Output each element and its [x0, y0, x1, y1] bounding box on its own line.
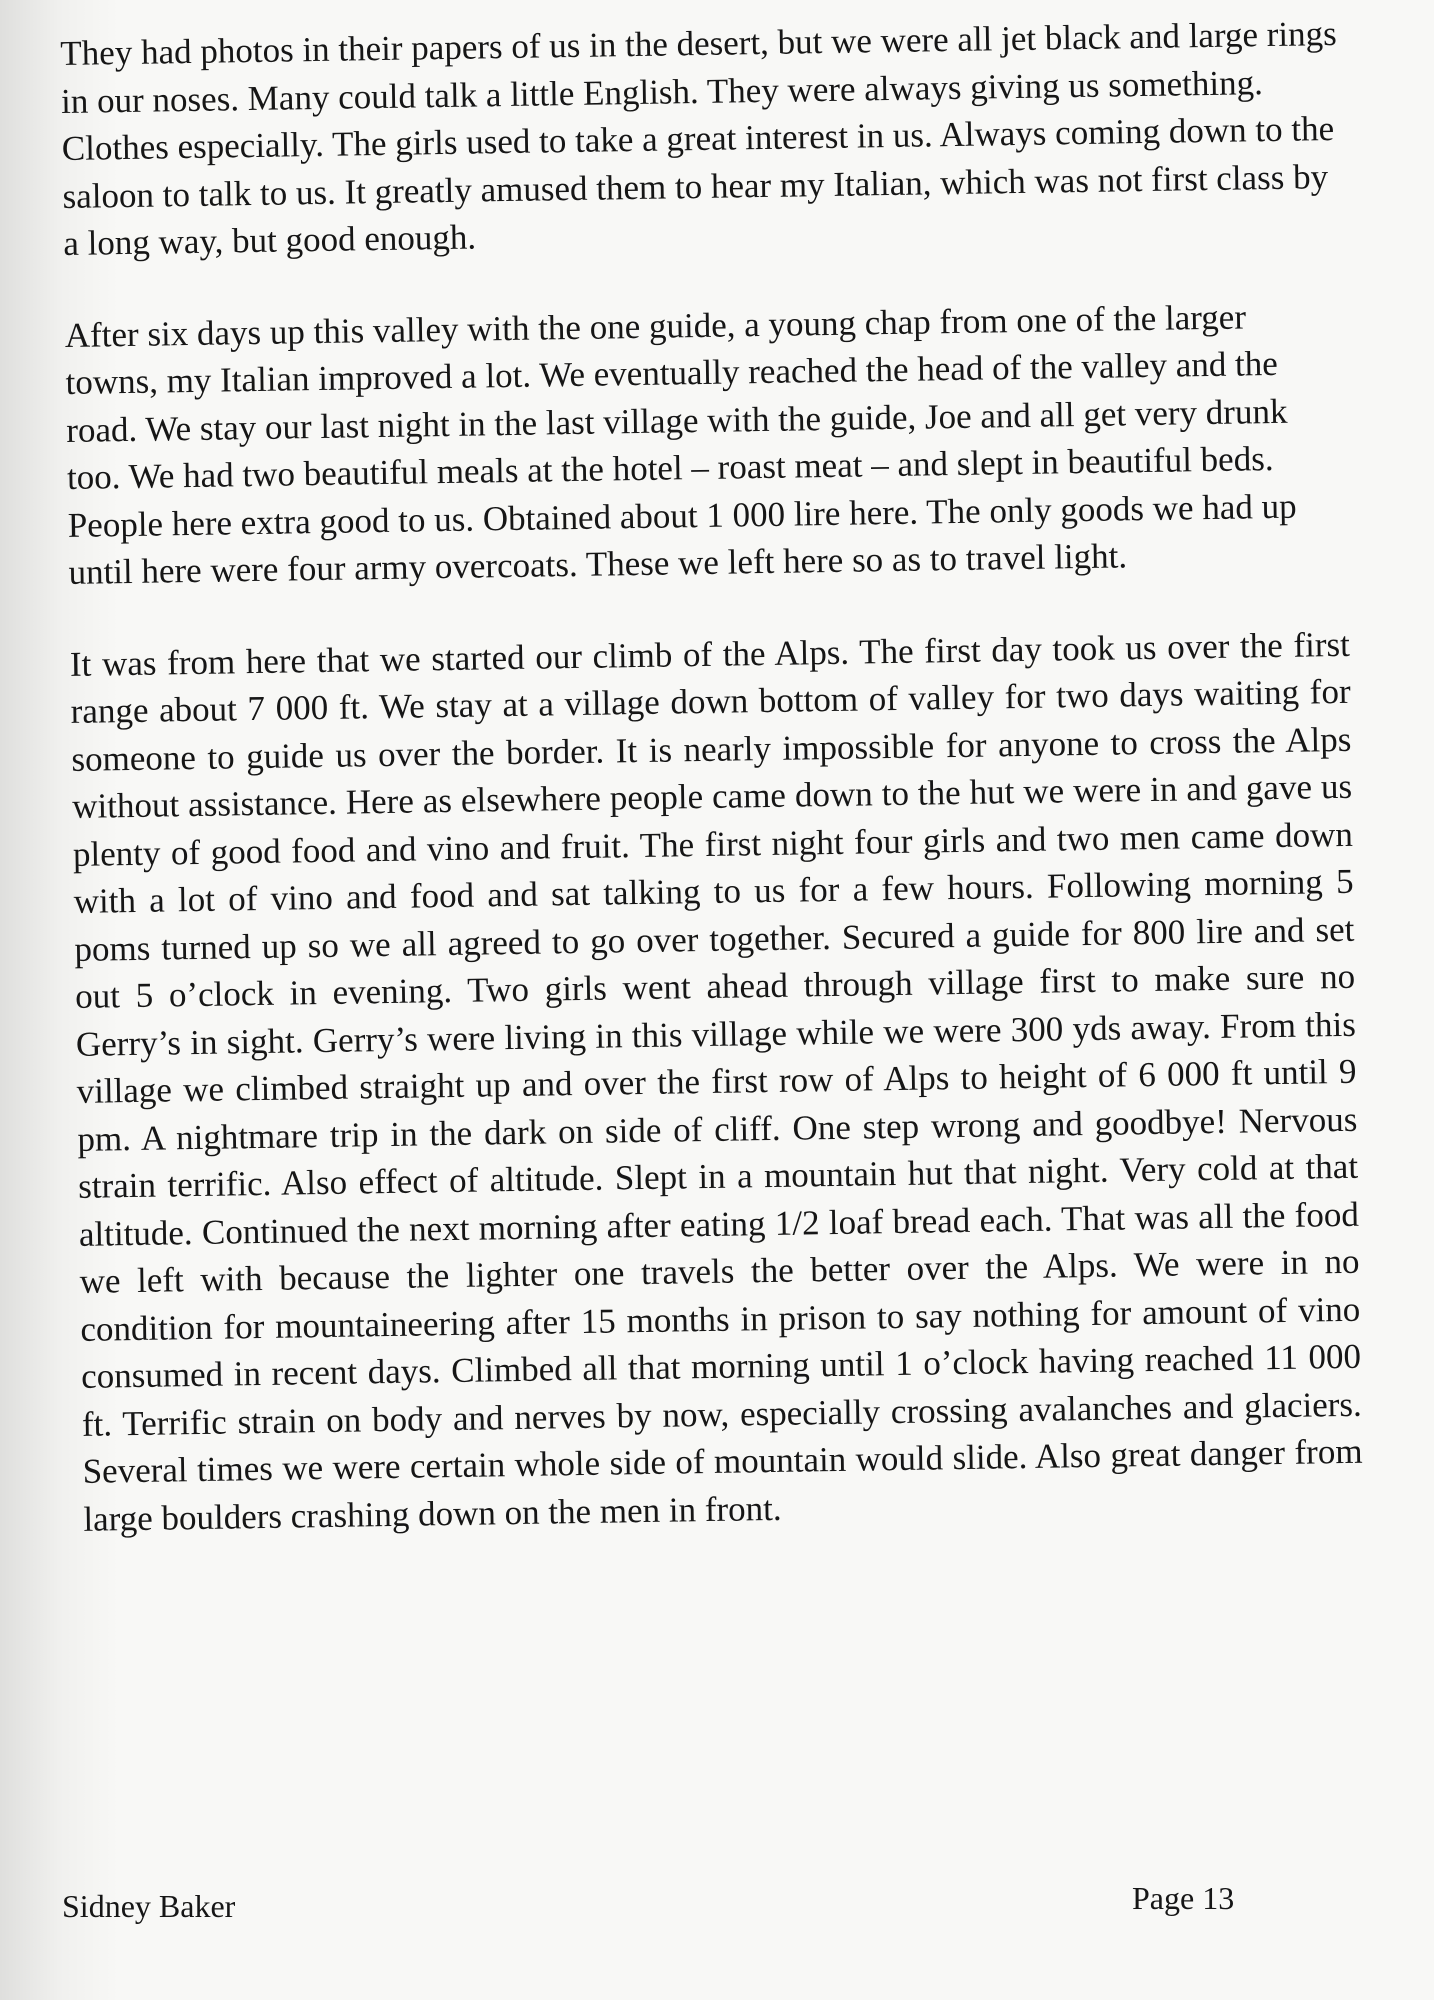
paragraph-alps-climb: It was from here that we started our climb of the Alps. The first day took us over the first range about 7 000 ft. We stay at a village down bottom of valley for two days waiting for someone to guide us over the border. It is nearly impossible for anyone to cross the Alps without assistance. Here as elsewhere people came down to the hut we were in and gave us plenty of good food and vino and fruit. The first night four girls and two men came down with a lot of vino and food and sat talking to us for a few hours. Following morning 5 poms turned up so we all agreed to go over together. Secured a guide for 800 lire and set out 5 o’clock in evening. Two girls went ahead through village first to make sure no Gerry’s in sight. Gerry’s were living in this village while we were 300 yds away. From this village we climbed straight up and over the first row of Alps to height of 6 000 ft until 9 pm. A nightmare trip in the dark on side of cliff. One step wrong and goodbye! Nervous strain terrific. Also effect of altitude. Slept in a mountain hut that night. Very cold at that altitude. Continued the next morning after eating 1/2 loaf bread each. That was all the food we left with because the lighter one travels the better over the Alps. We were in no condition for mountaineering after 15 months in prison to say nothing for amount of vino consumed in recent days. Climbed all that morning until 1 o’clock having reached 11 000 ft. Terrific strain on body and nerves by now, especially crossing avalanches and glaciers. Several times we were certain whole side of mountain would slide. Also great danger from large boulders crashing down on the men in front.: [69, 624, 1363, 1539]
body-text: [60, 10, 1364, 1587]
footer-author: Sidney Baker: [62, 1888, 236, 1924]
page-number: Page 13: [1132, 1880, 1235, 1916]
paragraph-photos: They had photos in their papers of us in the desert, but we were all jet black and large rings in our noses. Many could talk a little English. They were always giving us something. Clothes especially. The girls used to take a great interest in us. Always coming down to the saloon to talk to us. It greatly amused them to hear my Italian, which was not first class by a long way, but good enough.: [60, 13, 1338, 263]
paragraph-valley: After six days up this valley with the one guide, a young chap from one of the larger towns, my Italian improved a lot. We eventually reached the head of the valley and the road. We stay our last night in the last village with the guide, Joe and all get very drunk too. We had two beautiful meals at the hotel – roast meat – and slept in beautiful beds. People here extra good to us. Obtained about 1 000 lire here. The only goods we had up until here were four army overcoats. These we left here so as to travel light.: [64, 296, 1297, 592]
